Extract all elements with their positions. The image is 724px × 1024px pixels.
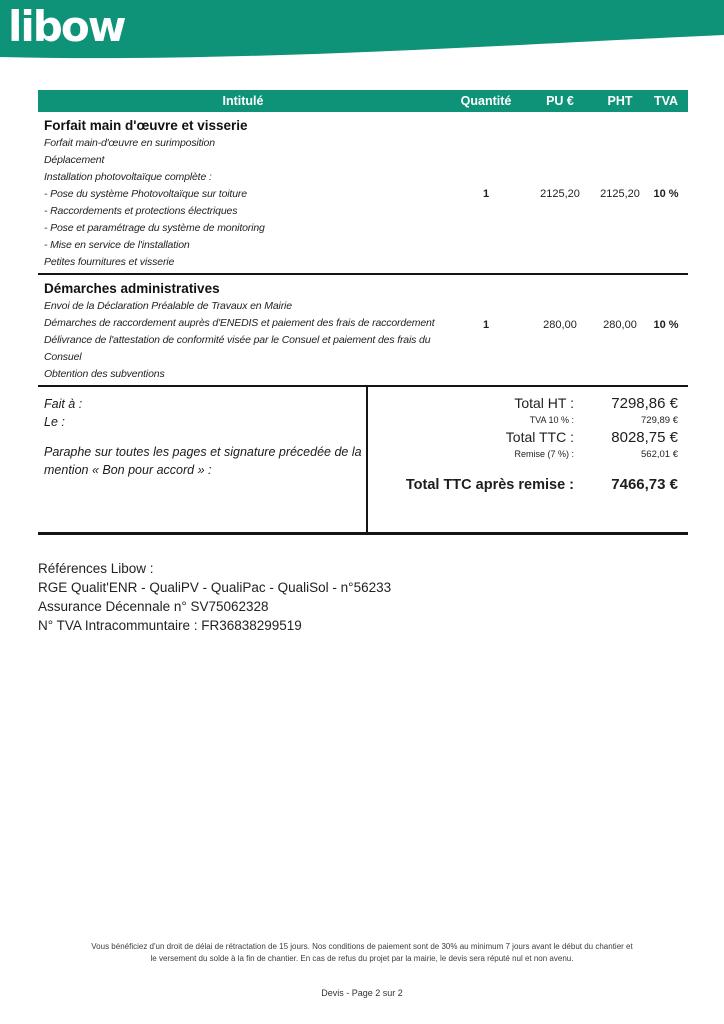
page-number: Devis - Page 2 sur 2: [321, 988, 403, 998]
column-header-tva: TVA: [653, 94, 679, 108]
le-label: Le :: [44, 415, 65, 429]
total-ttc-row: [368, 429, 678, 446]
section-title: Démarches administratives: [44, 281, 220, 296]
section-title: Forfait main d'œuvre et visserie: [44, 118, 248, 133]
references-tva: N° TVA Intracommuntaire : FR36838299519: [38, 618, 302, 633]
total-ht-label: Total HT :: [514, 395, 574, 411]
section-body: [38, 298, 688, 385]
references-block: [38, 559, 724, 635]
list-item: Forfait main-d'œuvre en surimposition: [44, 137, 215, 149]
amounts-area: [368, 387, 688, 532]
total-apres-remise-row: [368, 476, 678, 493]
tva-value: 10 %: [653, 319, 679, 331]
total-ht-value: 7298,86 €: [611, 395, 678, 412]
item-list: [38, 135, 448, 273]
column-header-pu: PU €: [546, 94, 574, 108]
column-header-intitule: Intitulé: [222, 94, 264, 108]
references-title: Références Libow :: [38, 561, 154, 576]
list-item: Installation photovoltaïque complète :: [44, 171, 212, 183]
fait-a-label: Fait à :: [44, 397, 83, 411]
quantity-value: 1: [482, 188, 490, 200]
tva-row: [368, 415, 678, 426]
table-header-row: [38, 90, 688, 112]
item-list: [38, 298, 448, 385]
items-table: [38, 90, 688, 385]
remise-row: [368, 449, 678, 460]
list-item: Obtention des subventions: [44, 368, 165, 380]
header-band: [0, 0, 724, 62]
total-ht-row: [368, 395, 678, 412]
totals-block: [38, 385, 688, 535]
list-item: Envoi de la Déclaration Préalable de Travaux en Mairie: [44, 300, 292, 312]
references-assurance: Assurance Décennale n° SV75062328: [38, 599, 269, 614]
section-demarches-administratives: [38, 273, 688, 385]
total-apres-remise-value: 7466,73 €: [611, 476, 678, 493]
pht-value: 2125,20: [600, 188, 640, 200]
list-item: - Pose et paramétrage du système de monitoring: [44, 222, 265, 234]
tva-value: 10 %: [653, 188, 679, 200]
legal-terms: Vous bénéficiez d'un droit de délai de rétractation de 15 jours. Nos conditions de paiement sont de 30% au minimum 7 jours avant le début du chantier et le versement du solde à la fin de chantier. En cas de refus du projet par la mairie, le devis sera réputé nul et non avenu.: [91, 942, 633, 963]
list-item: - Raccordements et protections électriques: [44, 205, 238, 217]
list-item: Démarches de raccordement auprès d'ENEDIS et paiement des frais de raccordement: [44, 317, 435, 329]
pht-value: 280,00: [603, 319, 637, 331]
remise-value: 562,01 €: [641, 449, 678, 460]
list-item: Délivrance de l'attestation de conformité visée par le Consuel et paiement des frais du Consuel: [44, 334, 431, 363]
libow-logo: libow: [8, 2, 125, 51]
column-header-quantite: Quantité: [460, 94, 512, 108]
remise-label: Remise (7 %) :: [514, 449, 574, 459]
unit-price-value: 280,00: [543, 319, 577, 331]
list-item: - Pose du système Photovoltaïque sur toiture: [44, 188, 247, 200]
list-item: Petites fournitures et visserie: [44, 256, 175, 268]
unit-price-value: 2125,20: [540, 188, 580, 200]
list-item: Déplacement: [44, 154, 105, 166]
quantity-value: 1: [482, 319, 490, 331]
column-header-pht: PHT: [607, 94, 633, 108]
total-apres-remise-label: Total TTC après remise :: [405, 477, 574, 493]
tva-label: TVA 10 % :: [529, 415, 574, 425]
total-ttc-label: Total TTC :: [505, 429, 574, 445]
signature-area: [38, 387, 368, 532]
references-rge: RGE Qualit'ENR - QualiPV - QualiPac - QualiSol - n°56233: [38, 580, 392, 595]
section-body: [38, 135, 688, 273]
tva-value: 729,89 €: [641, 415, 678, 426]
list-item: - Mise en service de l'installation: [44, 239, 190, 251]
total-ttc-value: 8028,75 €: [611, 429, 678, 446]
section-forfait-main-oeuvre: [38, 112, 688, 273]
paraphe-instruction: Paraphe sur toutes les pages et signature précedée de la mention « Bon pour accord » :: [44, 445, 362, 477]
